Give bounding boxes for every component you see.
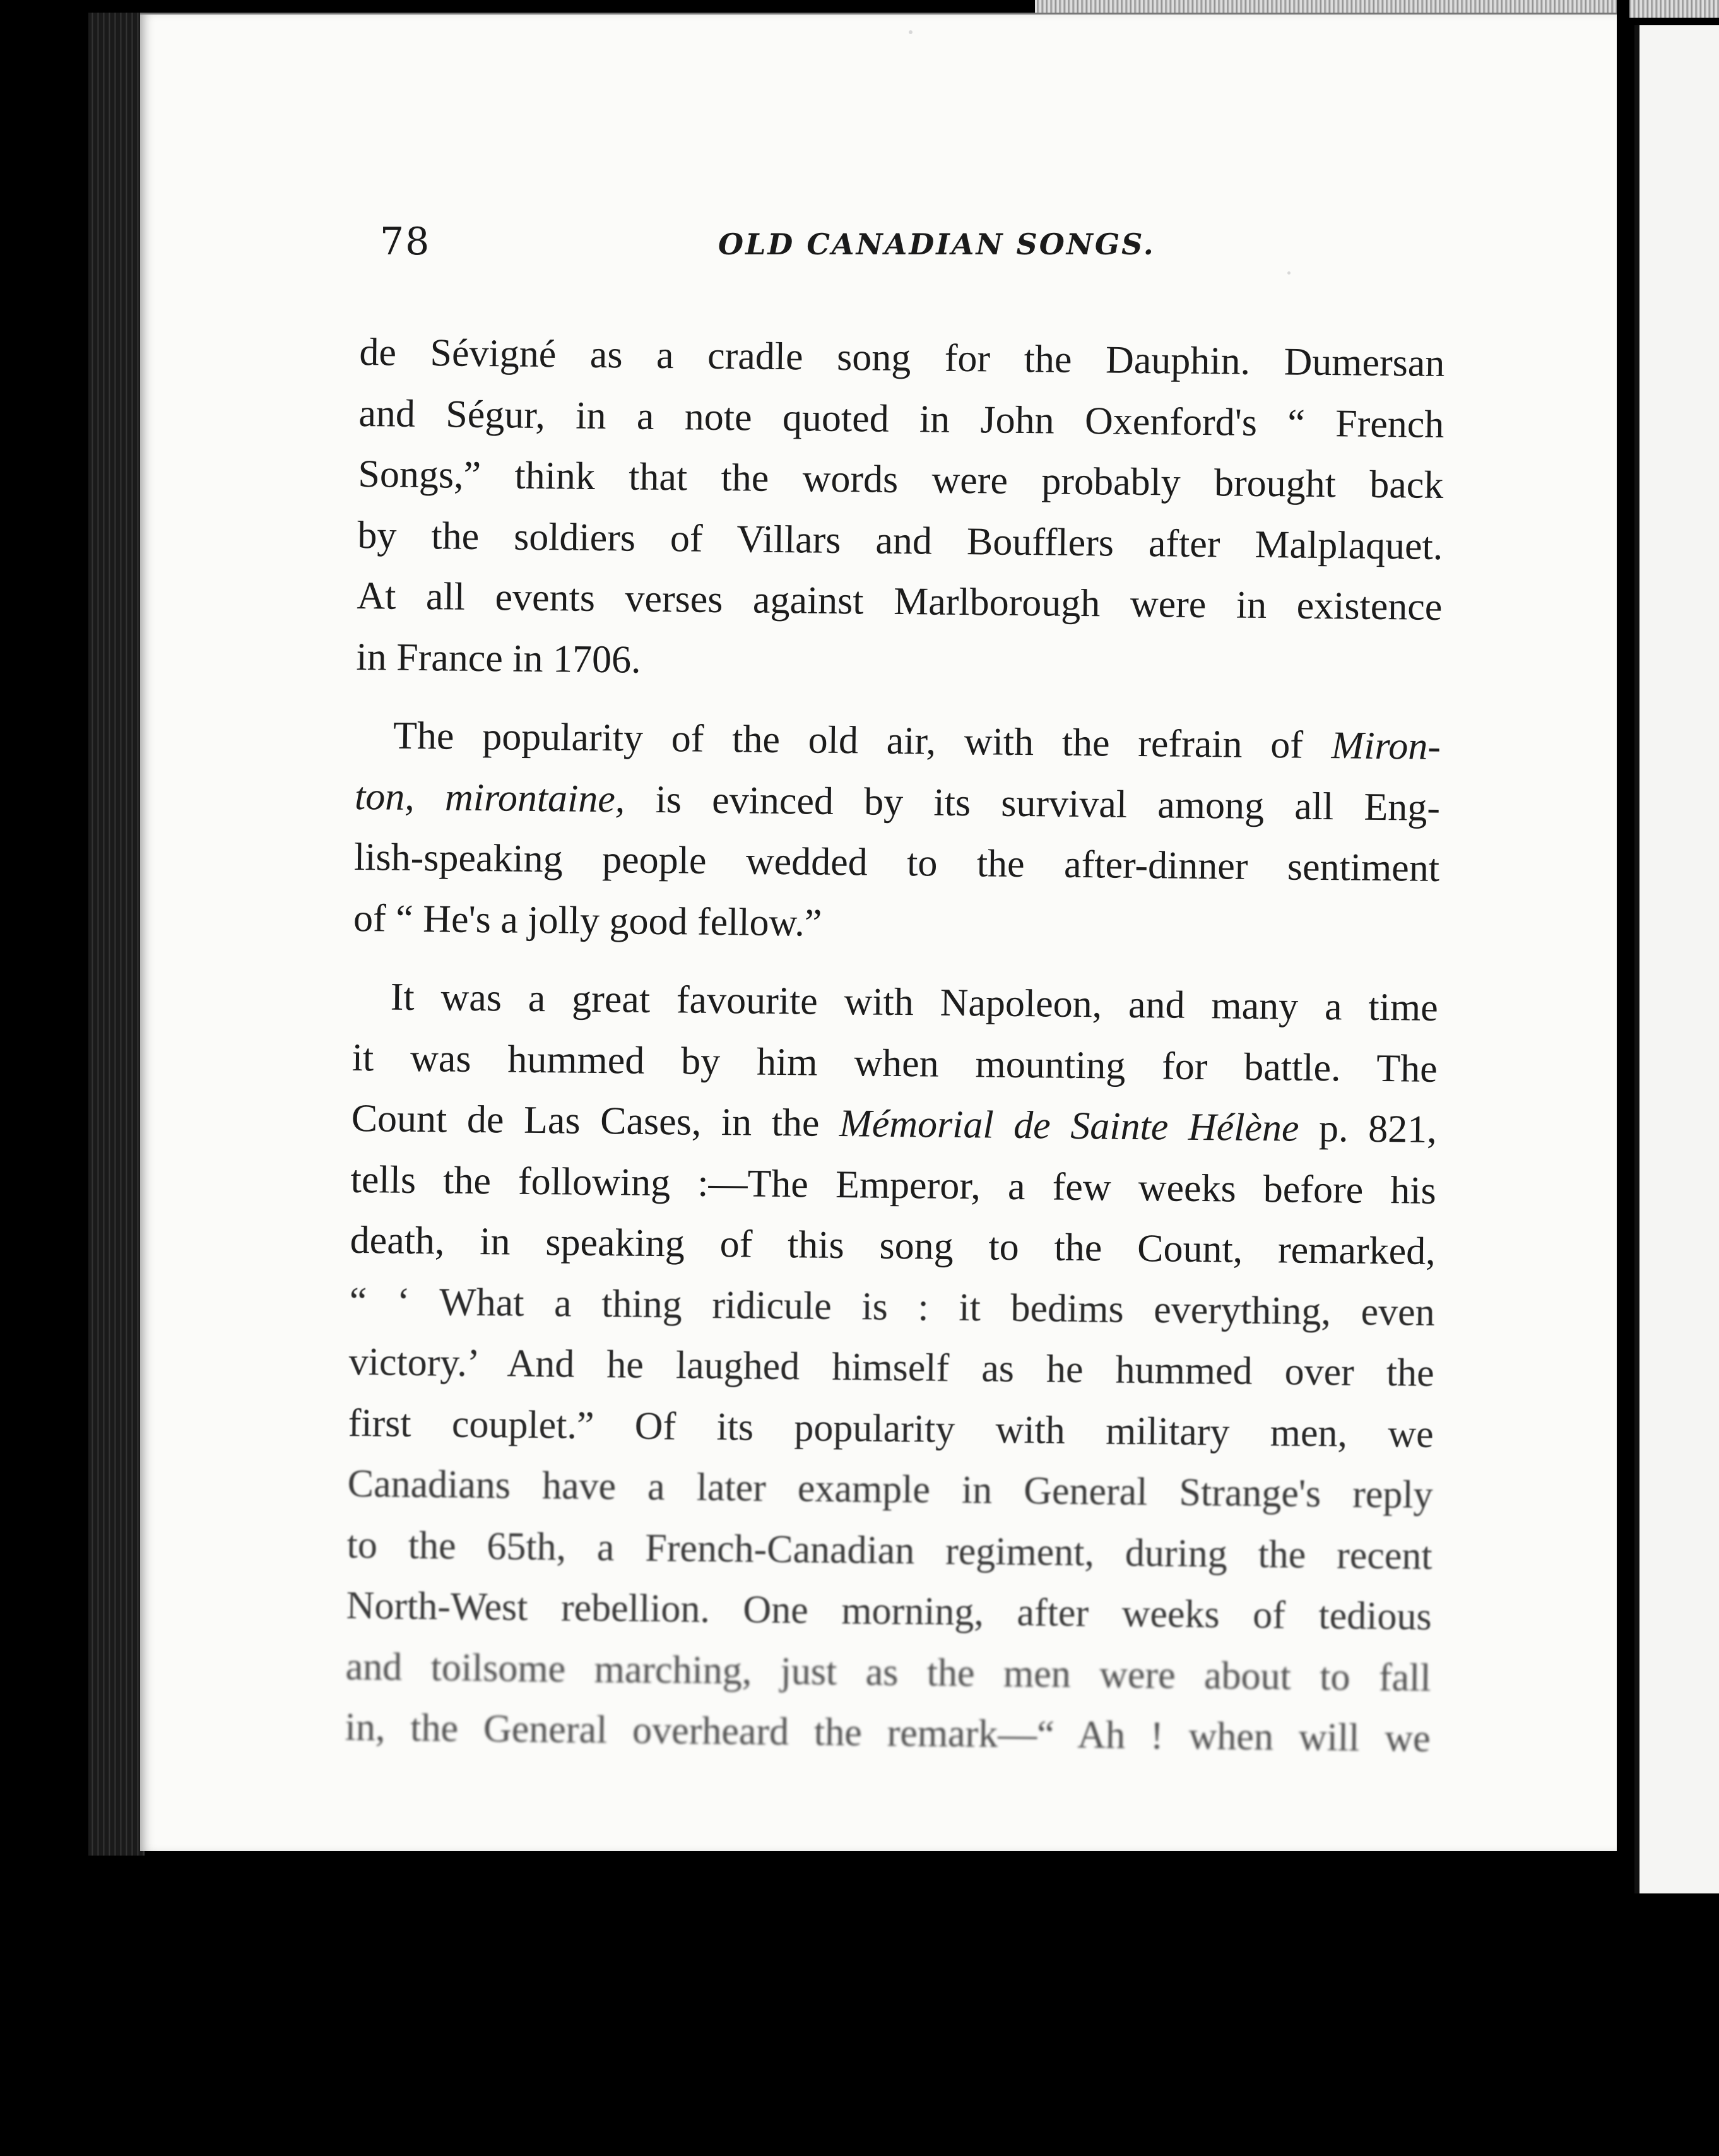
text-line: death, in speaking of this song to the Count, remarked, <box>350 1218 1436 1273</box>
text-line: Canadians have a later example in General Strange's reply <box>347 1462 1433 1517</box>
text-run: Count de Las Cases, in the <box>351 1096 840 1146</box>
text-line: and Ségur, in a note quoted in John Oxenford's “ French <box>358 391 1444 446</box>
text-line: North-West rebellion. One morning, after weeks of tedious <box>346 1584 1432 1638</box>
text-run: The popularity of the old air, with the refrain of <box>393 714 1332 767</box>
gutter-shadow <box>1617 0 1629 2156</box>
text-run: is evinced by its survival among all Eng- <box>625 777 1441 829</box>
text-line: to the 65th, a French-Canadian regiment, during the recent <box>346 1523 1432 1578</box>
dust-speck <box>909 30 913 34</box>
dust-speck <box>1287 271 1291 275</box>
facing-page-edge <box>1634 25 1719 1893</box>
text-line <box>355 705 1441 778</box>
text-line <box>351 1088 1437 1161</box>
running-title: OLD CANADIAN SONGS. <box>718 227 1155 261</box>
text-line: by the soldiers of Villars and Boufflers after Malplaquet. <box>357 513 1443 568</box>
text-line: it was hummed by him when mounting for battle. The <box>351 1036 1438 1091</box>
text-run: p. 821, <box>1299 1106 1438 1151</box>
text-line: first couplet.” Of its popularity with military men, we <box>348 1401 1434 1456</box>
text-line: victory.’ And he laughed himself as he hummed over the <box>348 1340 1435 1395</box>
text-line: “ ‘ What a thing ridicule is : it bedims everything, even <box>349 1279 1436 1334</box>
text-line: of “ He's a jolly good fellow.” <box>353 896 822 945</box>
text-line: lish-speaking people wedded to the after-dinner sentiment <box>353 835 1440 890</box>
text-line: tells the following :—The Emperor, a few weeks before his <box>350 1158 1437 1212</box>
text-line: At all events verses against Marlborough were in existence <box>357 574 1443 629</box>
italic-run: ton, mirontaine, <box>354 774 625 820</box>
text-line: in, the General overheard the remark—“ Ah ! when will we <box>345 1705 1431 1760</box>
book-binding <box>88 13 145 1856</box>
text-line <box>355 766 1441 838</box>
italic-run: Mémorial de Sainte Hélène <box>839 1102 1299 1150</box>
text-line: de Sévigné as a cradle song for the Dauphin. Dumersan <box>359 330 1445 386</box>
text-line: and toilsome marching, just as the men were about to fall <box>345 1645 1431 1700</box>
body-text <box>345 322 1445 1769</box>
text-line: Songs,” think that the words were probably brought back <box>358 452 1444 507</box>
text-line: It was a great favourite with Napoleon, and many a time <box>390 975 1439 1029</box>
page-number: 78 <box>380 220 431 264</box>
italic-run: Miron- <box>1331 724 1441 768</box>
text-line: in France in 1706. <box>356 635 641 682</box>
